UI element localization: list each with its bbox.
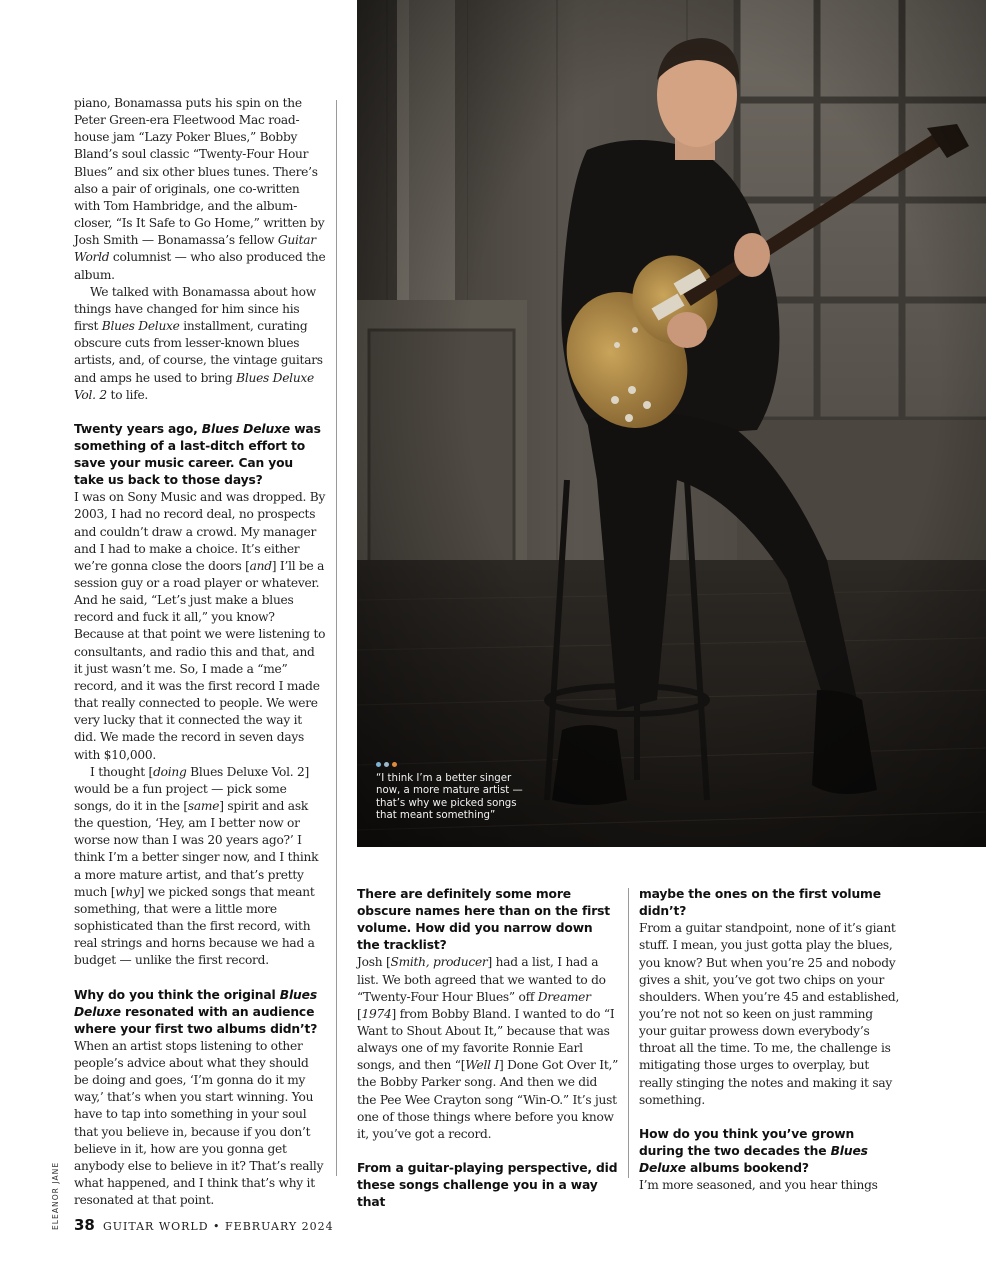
article-column-2 (357, 886, 619, 1211)
text: ] Done Got Over It,” the Bobby Parker song. And then we did the Pee Wee Crayton song “Win-O.” It’s just one of those things where before you know it, you’ve got a record. (357, 1058, 619, 1141)
text: [ (357, 1006, 362, 1021)
text: resonated with an audience where your first two albums didn’t? (74, 1004, 318, 1036)
interview-question: From a guitar-playing perspective, did these songs challenge you in a way that (357, 1161, 618, 1210)
body-paragraph (74, 284, 326, 404)
interview-answer (357, 954, 619, 1143)
italic-text: Guitar World (74, 233, 316, 265)
text: Why do you think the original (74, 987, 280, 1002)
text: was something of a last-ditch effort to save your music career. Can you take us back to those days? (74, 421, 321, 488)
text: columnist — who also produced the album. (74, 250, 326, 282)
interview-question (74, 987, 326, 1038)
text: ] we picked songs that meant something, that were a little more sophisticated than the first record, with real strings and horns because we had a budget — unlike the first record. (74, 884, 315, 968)
caption-dot-orange (392, 762, 397, 767)
text: to life. (106, 387, 149, 402)
interview-answer: When an artist stops listening to other people’s advice about what they should be doing and goes, ‘I’m gonna do it my way,’ that’s when you start winning. You have to tap into something in your soul that you believe in, because if you don’t believe in it, how are you gonna get anybody else to believe in it? That’s really what happened, and I think that’s why it resonated at that point. (74, 1038, 324, 1208)
text: ] spirit and ask the question, ‘Hey, am I better now or worse now than I was 20 years ago?’ I think I’m a better singer now, and I think a more mature artist, and that’s pretty much [ (74, 799, 319, 899)
italic-text: Dreamer (537, 989, 591, 1004)
caption-dot-light-blue (384, 762, 389, 767)
italic-text: doing (153, 764, 187, 779)
italic-text: Blues Deluxe (201, 421, 291, 436)
caption-dot-blue (376, 762, 381, 767)
italic-text: and (249, 558, 272, 573)
body-paragraph (74, 95, 326, 284)
interview-answer (74, 489, 326, 764)
interview-question: maybe the ones on the first volume didn’t? (639, 887, 881, 919)
italic-text: Smith, producer (390, 955, 488, 970)
interview-answer: I’m more seasoned, and you hear things (639, 1178, 878, 1193)
page-folio (74, 1215, 334, 1234)
italic-text: Blues Deluxe (74, 987, 318, 1019)
folio-text: GUITAR WORLD • FEBRUARY 2024 (102, 1220, 334, 1233)
italic-text: Well I (465, 1058, 499, 1073)
text: ] had a list, I had a list. We both agreed that we wanted to do “Twenty-Four Hour Blues” off (357, 955, 606, 1004)
text: installment, curating obscure cuts from lesser-known blues artists, and, of course, the vintage guitars and amps he used to bring (74, 319, 323, 385)
text: piano, Bonamassa puts his spin on the Peter Green-era Fleetwood Mac road-house jam “Lazy Poker Blues,” Bobby Bland’s soul classic “Twenty-Four Hour Blues” and six other blues tunes. There’s also a pair of originals, one co-written with Tom Hambridge, and the album-closer, “Is It Safe to Go Home,” written by Josh Smith — Bonamassa’s fellow (74, 96, 325, 248)
interview-question (639, 1126, 901, 1177)
text: Josh [ (357, 955, 391, 970)
column-rule-left (336, 100, 337, 1176)
column-rule-middle (628, 888, 629, 1178)
article-column-3 (639, 886, 901, 1194)
interview-question: There are definitely some more obscure names here than on the first volume. How did you narrow down the tracklist? (357, 887, 611, 953)
interview-answer (74, 764, 326, 970)
italic-text: Blues Deluxe (639, 1144, 868, 1176)
text: albums bookend? (685, 1161, 809, 1176)
page-number: 38 (74, 1216, 95, 1234)
italic-text: Blues Deluxe (101, 319, 180, 334)
italic-text: 1974 (361, 1006, 392, 1021)
text: I was on Sony Music and was dropped. By 2003, I had no record deal, no prospects and couldn’t draw a crowd. My manager and I had to make a choice. It’s either we’re gonna close the doors [ (74, 490, 326, 573)
text: Twenty years ago, (74, 421, 202, 436)
text: ] from Bobby Bland. I wanted to do “I Want to Shout About It,” because that was always one of my favorite Ronnie Earl songs, and then “[ (357, 1006, 615, 1073)
text: I thought [ (90, 764, 154, 779)
interview-question (74, 421, 326, 489)
italic-text: why (115, 884, 140, 899)
text: Blues Deluxe Vol. 2] would be a fun project — pick some songs, do it in the [ (74, 764, 310, 813)
italic-text: Blues Deluxe Vol. 2 (74, 370, 315, 402)
article-column-1 (74, 95, 326, 1209)
text: How do you think you’ve grown during the two decades the (639, 1126, 855, 1158)
text: ] I’ll be a session guy or a road player or whatever. And he said, “Let’s just make a blues record and fuck it all,” you know? Because at that point we were listening to consultants, and radio this and that, and it just wasn’t me. So, I made a “me” record, and it was the first record I made that really connected to people. We were very lucky that it connected the way it did. We made the record in seven days with $10,000. (74, 558, 326, 762)
interview-answer: From a guitar standpoint, none of it’s giant stuff. I mean, you just gotta play the blues, you know? But when you’re 25 and nobody gives a shit, you’ve got two chips on your shoulders. When you’re 45 and established, you’re not not so keen on just ramming your guitar prowess down everybody’s throat all the time. To me, the challenge is mitigating those urges to overplay, but really stinging the notes and making it say something. (639, 921, 900, 1107)
photo-bonamassa-with-guitar (357, 0, 986, 847)
photo-caption: “I think I’m a better singer now, a more mature artist — that’s why we picked songs that meant something” (376, 773, 523, 822)
photo-credit: ELEANOR JANE (51, 1161, 60, 1230)
text: We talked with Bonamassa about how things have changed for him since his first (74, 284, 316, 334)
caption-dots (376, 752, 400, 771)
italic-text: same (187, 799, 220, 813)
